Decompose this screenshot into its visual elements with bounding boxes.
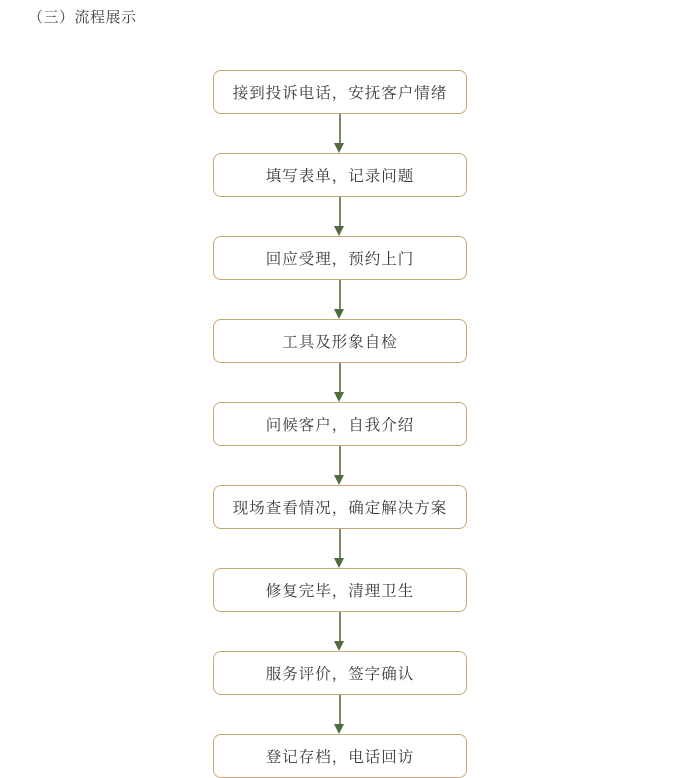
arrow-line bbox=[339, 363, 341, 394]
arrow-head bbox=[334, 558, 344, 568]
arrow-head bbox=[334, 309, 344, 319]
arrow-head bbox=[334, 641, 344, 651]
flow-arrow-down-icon bbox=[330, 197, 350, 236]
flow-node: 回应受理，预约上门 bbox=[213, 236, 467, 280]
flow-arrow-down-icon bbox=[330, 612, 350, 651]
section-title: （三）流程展示 bbox=[28, 9, 137, 26]
arrow-head bbox=[334, 392, 344, 402]
arrow-line bbox=[339, 197, 341, 228]
arrow-line bbox=[339, 529, 341, 560]
arrow-line bbox=[339, 280, 341, 311]
flow-arrow-down-icon bbox=[330, 280, 350, 319]
flow-node: 问候客户，自我介绍 bbox=[213, 402, 467, 446]
flow-arrow-down-icon bbox=[330, 695, 350, 734]
arrow-head bbox=[334, 724, 344, 734]
arrow-line bbox=[339, 612, 341, 643]
arrow-head bbox=[334, 143, 344, 153]
flow-arrow-down-icon bbox=[330, 529, 350, 568]
flow-node: 服务评价，签字确认 bbox=[213, 651, 467, 695]
flow-node: 工具及形象自检 bbox=[213, 319, 467, 363]
flow-arrow-down-icon bbox=[330, 446, 350, 485]
flowchart bbox=[0, 70, 680, 778]
flow-node: 修复完毕，清理卫生 bbox=[213, 568, 467, 612]
arrow-head bbox=[334, 475, 344, 485]
flow-node: 登记存档，电话回访 bbox=[213, 734, 467, 778]
flow-node: 填写表单，记录问题 bbox=[213, 153, 467, 197]
arrow-line bbox=[339, 446, 341, 477]
flow-node: 现场查看情况，确定解决方案 bbox=[213, 485, 467, 529]
flow-node: 接到投诉电话，安抚客户情绪 bbox=[213, 70, 467, 114]
flow-arrow-down-icon bbox=[330, 363, 350, 402]
flow-arrow-down-icon bbox=[330, 114, 350, 153]
arrow-line bbox=[339, 114, 341, 145]
arrow-head bbox=[334, 226, 344, 236]
arrow-line bbox=[339, 695, 341, 726]
